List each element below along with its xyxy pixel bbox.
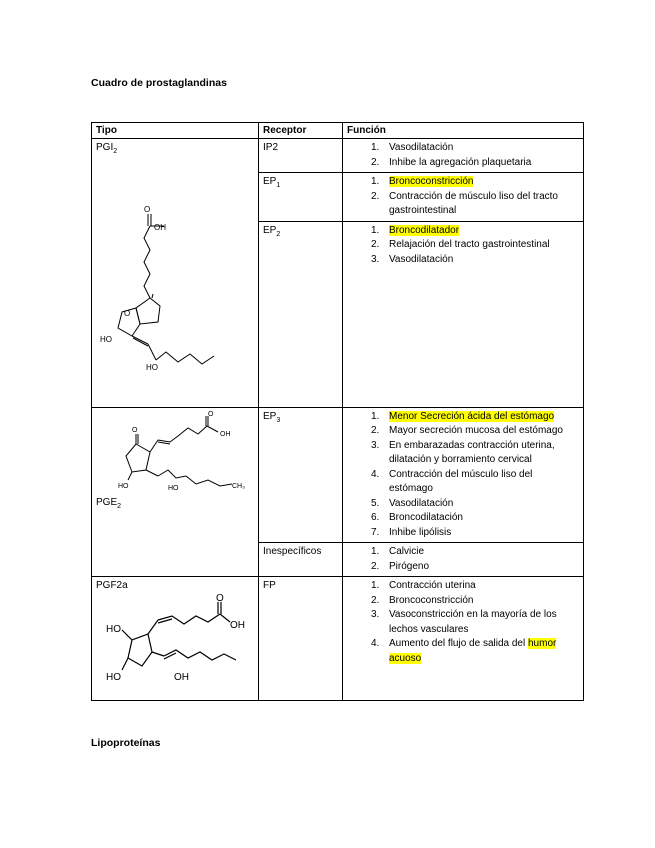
pgf2a-label: PGF2a xyxy=(96,580,128,591)
table-header-row xyxy=(92,123,584,139)
funcion-ip2: 1. Vasodilatación 2. Inhibe la agregación plaquetaria xyxy=(343,139,584,173)
header-tipo: Tipo xyxy=(92,123,259,139)
ch3-label: CH₃ xyxy=(232,482,245,490)
pgi2-structure xyxy=(96,204,246,374)
table-row xyxy=(92,139,584,173)
receptor-inespecificos: Inespecíficos xyxy=(259,543,343,577)
oh-top-label: OH xyxy=(220,430,231,438)
header-receptor: Receptor xyxy=(259,123,343,139)
receptor-ep3: $EP_3$ xyxy=(259,407,343,543)
ho-label-2: HO xyxy=(106,671,121,683)
funcion-ep3: 1. Menor Secreción ácida del estómago 2. Mayor secreción mucosa del estómago 3. En embarazadas contracción uterina, dilatación y borramiento cervical 4. Contracción del músculo liso del estómago 5. Vasodilatación 6. Broncodilatación 7. Inhibe lipólisis xyxy=(343,407,584,543)
pgi2-label: $PGI_2$ xyxy=(96,142,118,155)
pgf2a-structure xyxy=(96,594,254,692)
funcion-ep1: 1. Broncoconstricción 2. Contracción de músculo liso del tracto gastrointestinal xyxy=(343,173,584,222)
funcion-inespecificos: 1. Calvicie 2. Pirógeno xyxy=(343,543,584,577)
oh-label: OH xyxy=(154,222,166,232)
header-funcion: Función xyxy=(343,123,584,139)
page-title: Cuadro de prostaglandinas xyxy=(91,77,227,89)
funcion-fp: 1. Contracción uterina 2. Broncoconstricción 3. Vasoconstricción en la mayoría de los lechos vasculares 4. Aumento del flujo de salida del humor acuoso xyxy=(343,577,584,701)
oh-bottom-label: OH xyxy=(174,671,189,683)
o-label: O xyxy=(144,204,151,214)
o-ring-label: O xyxy=(132,426,138,434)
o-top-label: O xyxy=(208,410,214,418)
prostaglandin-table xyxy=(91,122,584,701)
o-top-label: O xyxy=(216,593,224,604)
ho-label-1: HO xyxy=(100,334,112,344)
oh-top-label: OH xyxy=(230,619,245,631)
ho-label-2: HO xyxy=(146,362,158,372)
receptor-ep1: $EP_1$ xyxy=(259,173,343,222)
table-row xyxy=(92,577,584,701)
ring-o-label: O xyxy=(124,308,131,318)
ho-ring-label: HO xyxy=(118,482,129,490)
funcion-ep2: 1. Broncodilatador 2. Relajación del tracto gastrointestinal 3. Vasodilatación xyxy=(343,221,584,407)
pge2-label: $PGE_2$ xyxy=(96,496,122,510)
receptor-fp: FP xyxy=(259,577,343,701)
table-row xyxy=(92,407,584,543)
cell-pgi2 xyxy=(92,139,259,408)
cell-pgf2a xyxy=(92,577,259,701)
pge2-structure xyxy=(96,410,254,510)
ho-label-1: HO xyxy=(106,623,121,635)
receptor-ep2: $EP_2$ xyxy=(259,221,343,407)
ho-chain-label: HO xyxy=(168,484,179,492)
section-heading-lipoproteinas: Lipoproteínas xyxy=(91,737,161,749)
cell-pge2 xyxy=(92,407,259,577)
receptor-ip2: IP2 xyxy=(259,139,343,173)
